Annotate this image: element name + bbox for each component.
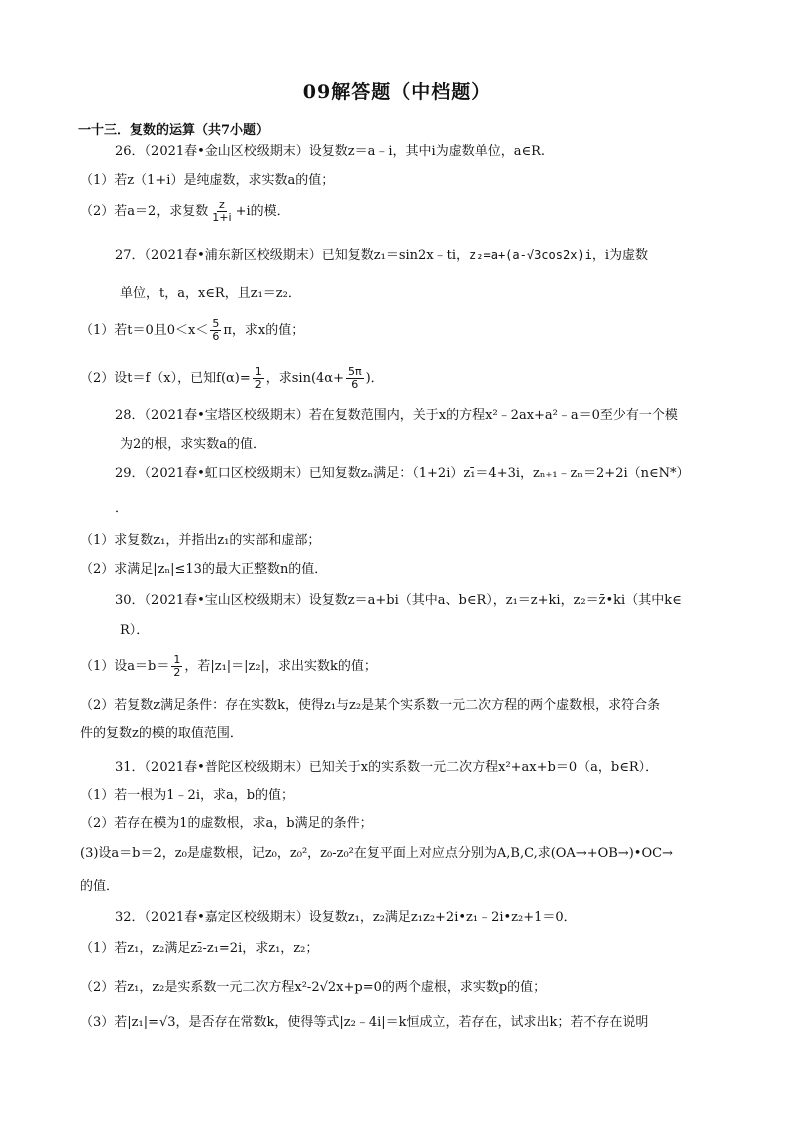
fraction-numerator: 5π: [347, 365, 362, 378]
fraction-denominator: 6: [212, 330, 220, 343]
q27-fraction-5-6: [210, 318, 221, 343]
fraction-denominator: 1+i: [212, 211, 232, 224]
q26-stem: 26．（2021春•金山区校级期末）设复数z＝a﹣i，其中i为虚数单位，a∈R.: [115, 144, 546, 159]
q32-part3: （3）若|z₁|=√3，是否存在常数k，使得等式|z₂﹣4i|＝k恒成立，若存在，试求出k；若不存在说明: [80, 1015, 649, 1030]
q31-part3: (3)设a＝b＝2，z₀是虚数根，记z₀，z₀²，z₀-z₀²在复平面上对应点分别为A,B,C,求(OA→+OB→)•OC→: [80, 846, 673, 861]
section-heading: 一十三．复数的运算（共7小题）: [78, 123, 270, 138]
q27-part1-lead: （1）若t＝0且0＜x＜: [80, 323, 209, 338]
q31-part3-cont: 的值．: [80, 879, 120, 894]
fraction-denominator: 6: [351, 378, 359, 391]
fraction-numerator: 5: [212, 317, 220, 330]
q27-part1: [80, 318, 304, 343]
q26-part2: [80, 199, 290, 224]
q30-part2: （2）若复数z满足条件：存在实数k，使得z₁与z₂是某个实系数一元二次方程的两个虚数根，求符合条: [80, 698, 661, 713]
q27-stem: [115, 246, 648, 265]
q30-fraction-1-2: [171, 654, 182, 679]
q30-part1-tail: ，若|z₁|＝|z₂|，求出实数k的值；: [184, 659, 377, 674]
q26-part2-tail: +i的模．: [235, 204, 290, 219]
q31-stem: 31．（2021春•普陀区校级期末）已知关于x的实系数一元二次方程x²+ax+b＝0（a，b∈R）．: [115, 760, 659, 775]
q27-part1-tail: π，求x的值；: [223, 323, 305, 338]
q27-fraction-1-2: [253, 366, 264, 391]
q26-part1: （1）若z（1+i）是纯虚数，求实数a的值；: [80, 173, 335, 188]
q27-z2-formula: z₂=a+(a-√3cos2x)i: [469, 248, 592, 262]
q27-part2-lead: （2）设t＝f（x），已知f(α)=: [80, 371, 251, 386]
q27-stem-lead: 27．（2021春•浦东新区校级期末）已知复数z₁＝sin2x﹣ti，: [115, 248, 470, 263]
fraction-numerator: z: [219, 198, 225, 211]
fraction-denominator: 2: [254, 378, 262, 391]
q30-part2-cont: 件的复数z的模的取值范围．: [80, 726, 243, 741]
fraction-numerator: 1: [173, 653, 181, 666]
q28-stem-cont: 为2的根，求实数a的值．: [120, 437, 267, 452]
q29-part1: （1）求复数z₁，并指出z₁的实部和虚部；: [80, 533, 321, 548]
q29-stem-cont: ．: [115, 501, 129, 516]
q32-stem: 32．（2021春•嘉定区校级期末）设复数z₁，z₂满足z₁z₂+2i•z₁﹣2i•z₂+1＝0．: [115, 910, 577, 925]
q29-part2: （2）求满足|zₙ|≤13的最大正整数n的值．: [80, 562, 328, 577]
q30-part1: [80, 654, 377, 679]
q27-fraction-5pi-6: [346, 366, 364, 391]
q32-part2: （2）若z₁，z₂是实系数一元二次方程x²-2√2x+p=0的两个虚根，求实数p的值；: [80, 980, 547, 995]
q27-part2: [80, 366, 384, 391]
q27-stem-cont: 单位，t，a，x∈R，且z₁＝z₂．: [120, 286, 301, 301]
q30-stem: 30．（2021春•宝山区校级期末）设复数z＝a+bi（其中a、b∈R），z₁＝z+ki，z₂＝z̄•ki（其中k∈: [115, 593, 682, 608]
q26-fraction: [210, 199, 233, 224]
q30-stem-cont: R）．: [120, 623, 150, 638]
page-title: 09解答题（中档题）: [302, 81, 492, 103]
fraction-numerator: 1: [254, 365, 262, 378]
q26-part2-lead: （2）若a＝2，求复数: [80, 204, 209, 219]
q27-stem-tail: ，i为虚数: [591, 248, 649, 263]
q31-part1: （1）若一根为1﹣2i，求a，b的值；: [80, 788, 295, 803]
q29-stem: 29．（2021春•虹口区校级期末）已知复数zₙ满足：（1+2i）z₁̄＝4+3i，zₙ₊₁﹣zₙ＝2+2i（n∈N*）: [115, 466, 690, 481]
q27-part2-tail: )．: [365, 371, 384, 386]
fraction-denominator: 2: [173, 666, 181, 679]
q31-part2: （2）若存在模为1的虚数根，求a，b满足的条件；: [80, 816, 373, 831]
q30-part1-lead: （1）设a＝b＝: [80, 659, 170, 674]
q32-part1: （1）若z₁，z₂满足z₂̄-z₁=2i，求z₁，z₂；: [80, 941, 319, 956]
q28-stem: 28．（2021春•宝塔区校级期末）若在复数范围内，关于x的方程x²﹣2ax+a²﹣a＝0至少有一个模: [115, 408, 678, 423]
q27-part2-mid: ，求sin(4α+: [265, 371, 344, 386]
